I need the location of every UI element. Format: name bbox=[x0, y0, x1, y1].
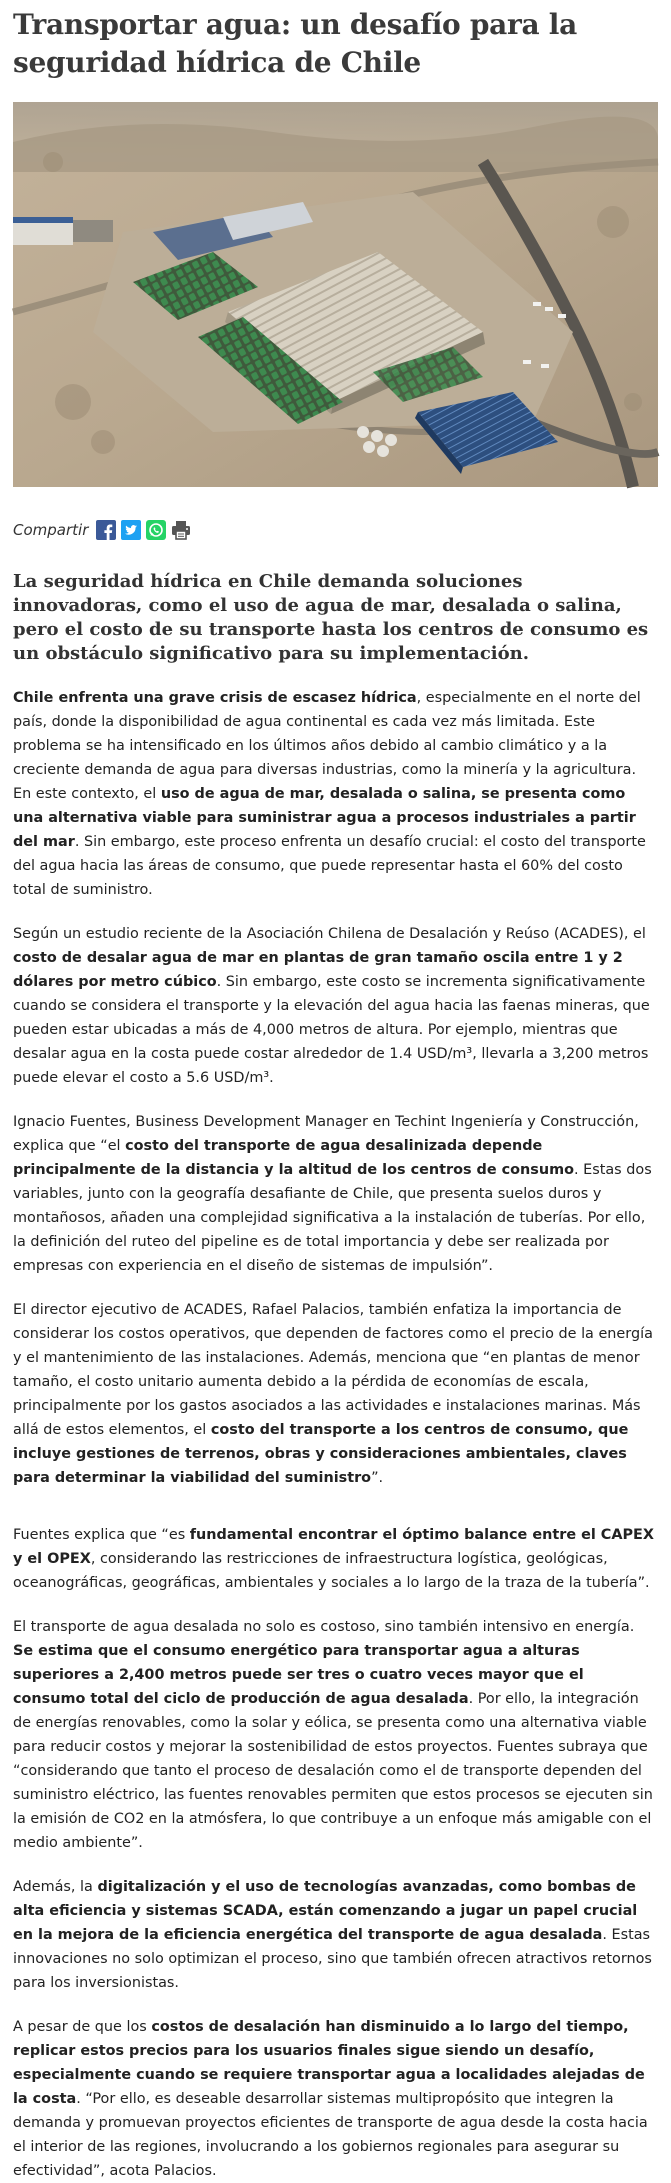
text-run: . Estas innovaciones no solo optimizan el proceso, sino que también ofrecen atractivos retornos para los inversionistas. bbox=[13, 1927, 652, 1991]
article-paragraph bbox=[13, 1615, 658, 1855]
print-button[interactable] bbox=[170, 520, 191, 541]
text-run: . Sin embargo, este proceso enfrenta un desafío crucial: el costo del transporte del agua hacia las áreas de consumo, que puede representar hasta el 60% del costo total de suministro. bbox=[13, 834, 646, 898]
article-body bbox=[13, 686, 658, 2183]
bold-text-run: uso de agua de mar, desalada o salina, se presenta como una alternativa viable para suministrar agua a procesos industriales a partir del mar bbox=[13, 786, 636, 850]
text-run: . Estas dos variables, junto con la geografía desafiante de Chile, que presenta suelos duros y montañosos, añaden una complejidad significativa a la instalación de tuberías. Por ello, la definición del ruteo del pipeline es de total importancia y debe ser realizada por empresas con experiencia en el diseño de sistemas de impulsión”. bbox=[13, 1162, 652, 1274]
facebook-share-button[interactable] bbox=[95, 520, 116, 541]
article-paragraph bbox=[13, 1523, 658, 1595]
text-run: ”. bbox=[371, 1470, 384, 1486]
text-run: . Sin embargo, este costo se incrementa significativamente cuando se considera el transporte y la elevación del agua hacia las faenas mineras, que pueden estar ubicadas a más de 4,000 metros de altura. Por ejemplo, mientras que desalar agua en la costa puede costar alrededor de 1.4 USD/m³, llevarla a 3,200 metros puede elevar el costo a 5.6 USD/m³. bbox=[13, 974, 650, 1086]
bold-text-run: Chile enfrenta una grave crisis de escasez hídrica bbox=[13, 690, 417, 706]
text-run: , considerando las restricciones de infraestructura logística, geológicas, oceanográficas, geográficas, ambientales y sociales a lo largo de la traza de la tubería”. bbox=[13, 1551, 650, 1591]
share-bar bbox=[13, 517, 658, 543]
article-title: Transportar agua: un desafío para la seguridad hídrica de Chile bbox=[13, 8, 577, 79]
bold-text-run: costo de desalar agua de mar en plantas de gran tamaño oscila entre 1 y 2 dólares por metro cúbico bbox=[13, 950, 623, 990]
text-run: A pesar de que los bbox=[13, 2019, 152, 2035]
share-label: Compartir bbox=[13, 521, 89, 539]
whatsapp-icon bbox=[146, 520, 166, 540]
bold-text-run: digitalización y el uso de tecnologías avanzadas, como bombas de alta eficiencia y sistemas SCADA, están comenzando a jugar un papel crucial en la mejora de la eficiencia energética del transporte de agua desalada bbox=[13, 1879, 638, 1943]
facebook-icon bbox=[96, 520, 116, 540]
article-paragraph bbox=[13, 2015, 658, 2183]
print-icon bbox=[170, 519, 192, 541]
bold-text-run: costos de desalación han disminuido a lo largo del tiempo, replicar estos precios para los usuarios finales sigue siendo un desafío, especialmente cuando se requiere transportar agua a localidades alejadas de la costa bbox=[13, 2019, 645, 2107]
twitter-share-button[interactable] bbox=[120, 520, 141, 541]
bold-text-run: costo del transporte de agua desalinizada depende principalmente de la distancia y la altitud de los centros de consumo bbox=[13, 1138, 574, 1178]
article-paragraph bbox=[13, 922, 658, 1090]
article-paragraph bbox=[13, 1110, 658, 1278]
whatsapp-share-button[interactable] bbox=[145, 520, 166, 541]
text-run: , especialmente en el norte del país, donde la disponibilidad de agua continental es cada vez más limitada. Este problema se ha intensificado en los últimos años debido al cambio climático y a la creciente demanda de agua para diversas industrias, como la minería y la agricultura. En este contexto, el bbox=[13, 690, 641, 802]
text-run: El transporte de agua desalada no solo es costoso, sino también intensivo en energía. bbox=[13, 1619, 635, 1635]
text-run: Fuentes explica que “es bbox=[13, 1527, 190, 1543]
article-lead: La seguridad hídrica en Chile demanda soluciones innovadoras, como el uso de agua de mar, desalada o salina, pero el costo de su transporte hasta los centros de consumo es un obstáculo significativo para su implementación. bbox=[13, 571, 649, 664]
text-run: . Por ello, la integración de energías renovables, como la solar y eólica, se presenta como una alternativa viable para reducir costos y mejorar la sostenibilidad de estos proyectos. Fuentes subraya que “considerando que tanto el proceso de desalación como el de transporte dependen del suministro eléctrico, las fuentes renovables permiten que estos procesos se ejecuten sin la emisión de CO2 en la atmósfera, lo que contribuye a un enfoque más amigable con el medio ambiente”. bbox=[13, 1691, 653, 1851]
text-run: El director ejecutivo de ACADES, Rafael Palacios, también enfatiza la importancia de considerar los costos operativos, que dependen de factores como el precio de la energía y el mantenimiento de las instalaciones. Además, menciona que “en plantas de menor tamaño, el costo unitario aumenta debido a la pérdida de economías de escala, principalmente por los gastos asociados a las actividades e instalaciones marinas. Más allá de estos elementos, el bbox=[13, 1302, 653, 1438]
text-run: Ignacio Fuentes, Business Development Manager en Techint Ingeniería y Construcción, explica que “el bbox=[13, 1114, 639, 1154]
desalination-plant-aerial-photo bbox=[13, 102, 658, 487]
bold-text-run: costo del transporte a los centros de consumo, que incluye gestiones de terrenos, obras y consideraciones ambientales, claves para determinar la viabilidad del suministro bbox=[13, 1422, 629, 1486]
article-paragraph bbox=[13, 686, 658, 902]
bold-text-run: fundamental encontrar el óptimo balance entre el CAPEX y el OPEX bbox=[13, 1527, 654, 1567]
hero-image bbox=[13, 102, 658, 487]
text-run: . “Por ello, es deseable desarrollar sistemas multipropósito que integren la demanda y promuevan proyectos eficientes de transporte de agua desde la costa hacia el interior de las regiones, involucrando a los gobiernos regionales para asegurar su efectividad”, acota Palacios. bbox=[13, 2091, 648, 2179]
article-paragraph bbox=[13, 1875, 658, 1995]
text-run: Además, la bbox=[13, 1879, 98, 1895]
bold-text-run: Se estima que el consumo energético para transportar agua a alturas superiores a 2,400 metros puede ser tres o cuatro veces mayor que el consumo total del ciclo de producción de agua desalada bbox=[13, 1643, 584, 1707]
text-run: Según un estudio reciente de la Asociación Chilena de Desalación y Reúso (ACADES), el bbox=[13, 926, 646, 942]
article-paragraph bbox=[13, 1298, 658, 1490]
twitter-icon bbox=[121, 520, 141, 540]
